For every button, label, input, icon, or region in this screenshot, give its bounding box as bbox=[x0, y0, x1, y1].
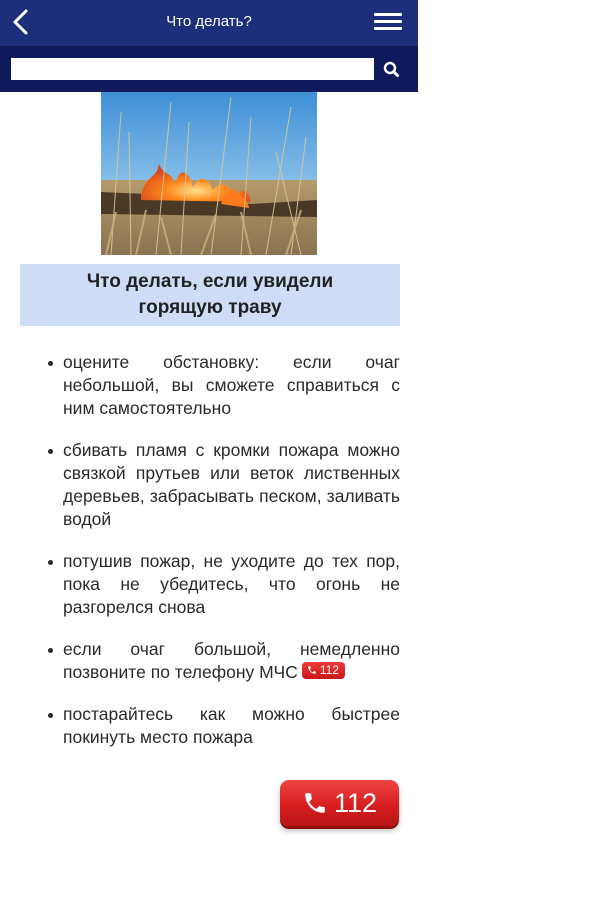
hamburger-line-icon bbox=[374, 13, 402, 16]
hamburger-line-icon bbox=[374, 27, 402, 30]
hamburger-line-icon bbox=[374, 20, 402, 23]
search-button[interactable] bbox=[380, 58, 404, 80]
menu-button[interactable] bbox=[374, 11, 404, 33]
article-heading: Что делать, если увидели горящую траву bbox=[86, 271, 334, 318]
phone-icon bbox=[307, 665, 317, 675]
article-heading-box bbox=[20, 264, 400, 326]
grass-fire-photo bbox=[101, 92, 317, 255]
inline-call-button[interactable] bbox=[302, 662, 345, 679]
inline-call-label: 112 bbox=[319, 663, 339, 677]
list-item-text: если очаг большой, немедленно позвоните по телефону МЧС bbox=[63, 639, 400, 682]
top-app-bar bbox=[0, 0, 418, 46]
list-item: оцените обстановку: если очаг небольшой, вы сможете справиться с ним самостоятельно bbox=[44, 351, 400, 420]
list-item: сбивать пламя с кромки пожара можно связкой прутьев или веток лиственных деревьев, забрасывать песком, заливать водой bbox=[44, 439, 400, 531]
page-title: Что делать? bbox=[166, 13, 252, 30]
search-input[interactable] bbox=[11, 58, 374, 80]
instructions-list bbox=[44, 351, 400, 749]
call-112-button[interactable] bbox=[280, 780, 399, 826]
search-icon bbox=[380, 58, 404, 80]
phone-icon bbox=[302, 790, 328, 816]
list-item: постарайтесь как можно быстрее покинуть место пожара bbox=[44, 703, 400, 749]
list-item bbox=[44, 638, 400, 684]
list-item: потушив пожар, не уходите до тех пор, пока не убедитесь, что огонь не разгорелся снова bbox=[44, 550, 400, 619]
call-button-label: 112 bbox=[333, 787, 378, 818]
